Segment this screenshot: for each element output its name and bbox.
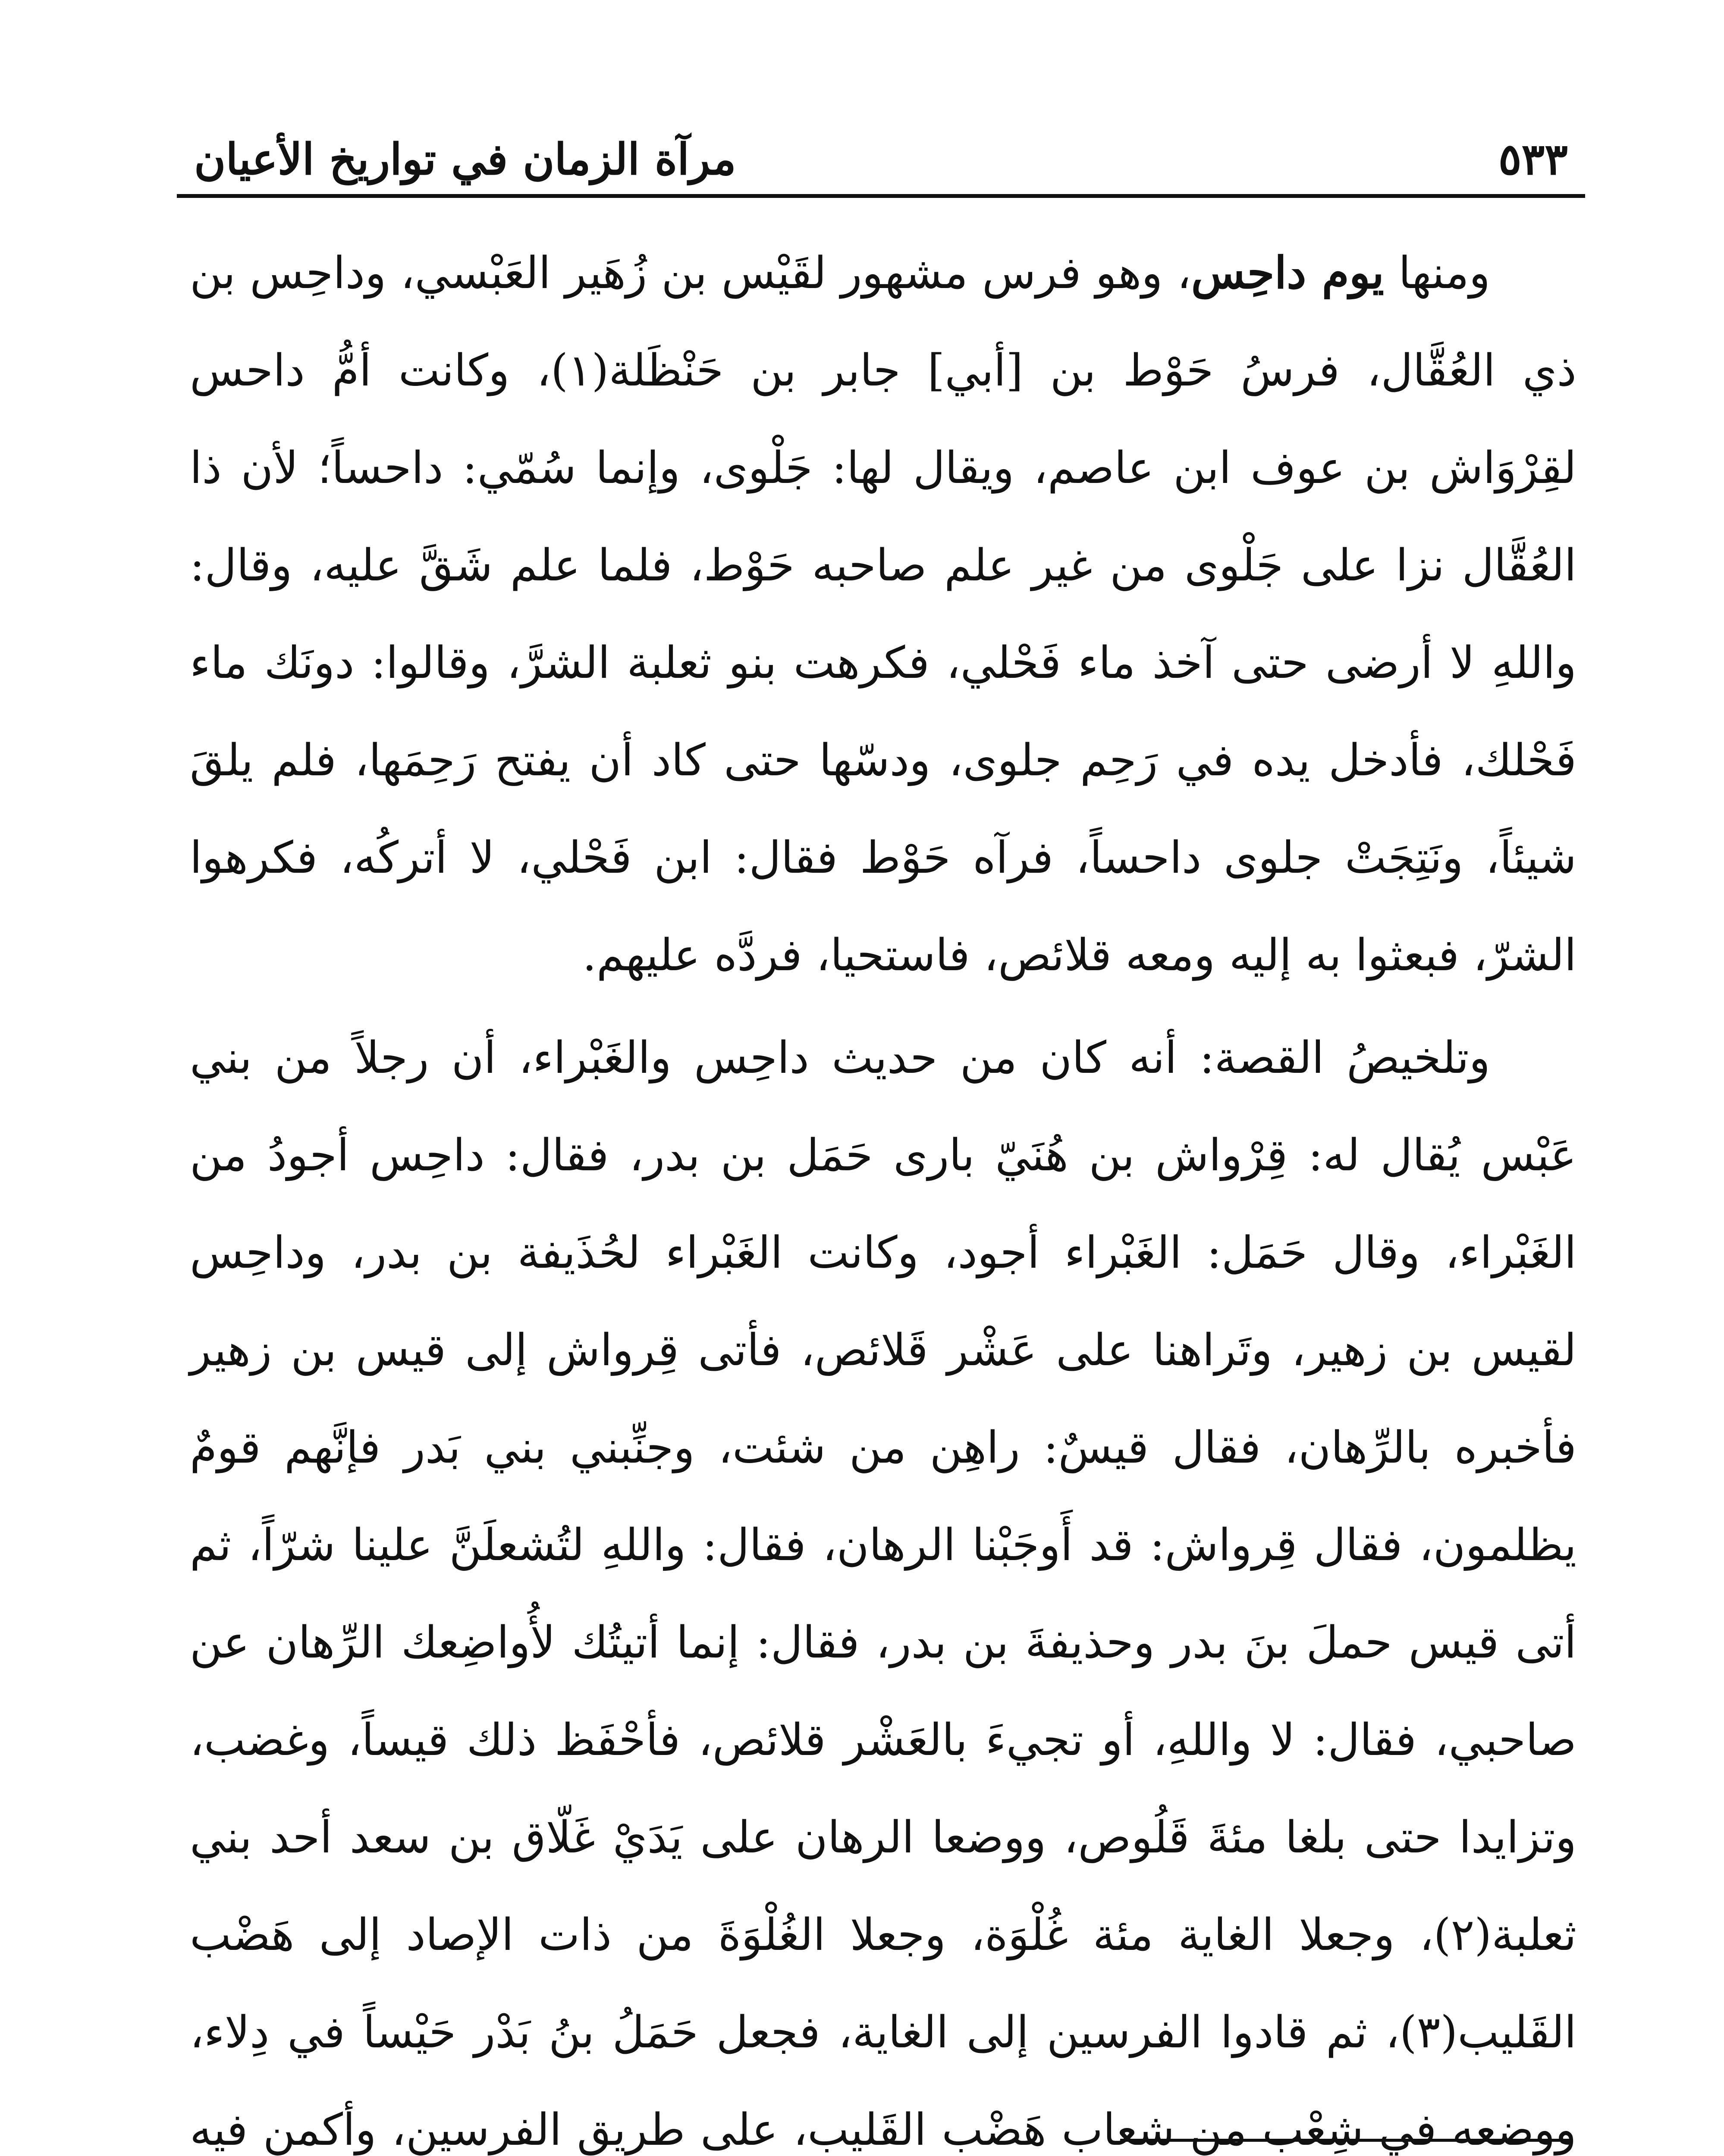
paragraph-1-intro: ومنها — [1384, 248, 1490, 299]
main-text — [190, 224, 1576, 2156]
page-header — [177, 129, 1585, 198]
footnote-divider — [1120, 2139, 1573, 2142]
paragraph-2: وتلخيصُ القصة: أنه كان من حديث داحِس والغَبْراء، أن رجلاً من بني عَبْس يُقال له: قِرْواش بن هُنَيّ بارى حَمَل بن بدر، فقال: داحِس أجودُ من الغَبْراء، وقال حَمَل: الغَبْراء أجود، وكانت الغَبْراء لحُذَيفة بن بدر، وداحِس لقيس بن زهير، وتَراهنا على عَشْر قَلائص، فأتى قِرواش إلى قيس بن زهير فأخبره بالرِّهان، فقال قيسٌ: راهِن من شئت، وجنِّبني بني بَدر فإنَّهم قومٌ يظلمون، فقال قِرواش: قد أَوجَبْنا الرهان، فقال: واللهِ لتُشعلَنَّ علينا شرّاً، ثم أتى قيس حملَ بنَ بدر وحذيفةَ بن بدر، فقال: إنما أتيتُك لأُواضِعك الرِّهان عن صاحبي، فقال: لا واللهِ، أو تجيءَ بالعَشْر قلائص، فأحْفَظ ذلك قيساً، وغضب، وتزايدا حتى بلغا مئةَ قَلُوص، ووضعا الرهان على يَدَيْ غَلّاق بن سعد أحد بني ثعلبة(٢)، وجعلا الغاية مئة غُلْوَة، وجعلا الغُلْوَةَ من ذات الإصاد إلى هَضْب القَليب(٣)، ثم قادوا الفرسين إلى الغاية، فجعل حَمَلُ بنُ بَدْر حَيْساً في دِلاء، ووضعه في شِعْب من شعاب هَضْب القَليب، على طريق الفرسين، وأكمن فيه — [190, 1032, 1576, 2156]
day-of-dahis-term: يوم داحِس — [1191, 247, 1385, 299]
page-number: ٥٣٣ — [1498, 134, 1568, 185]
paragraph-1 — [190, 224, 1576, 1004]
paragraph-1-text: ، وهو فرس مشهور لقَيْس بن زُهَير العَبْسي، وداحِس بن ذي العُقَّال، فرسُ حَوْط بن [أبي] جابر بن حَنْظَلة(١)، وكانت أمُّ داحس لقِرْوَاش بن عوف ابن عاصم، ويقال لها: جَلْوى، وإنما سُمّي: داحساً؛ لأن ذا العُقَّال نزا على جَلْوى من غير علم صاحبه حَوْط، فلما علم شَقَّ عليه، وقال: واللهِ لا أرضى حتى آخذ ماء فَحْلي، فكرهت بنو ثعلبة الشرَّ، وقالوا: دونَك ماء فَحْلك، فأدخل يده في رَحِم جلوى، ودسّها حتى كاد أن يفتح رَحِمَها، فلم يلقَ شيئاً، ونَتِجَتْ جلوى داحساً، فرآه حَوْط فقال: ابن فَحْلي، لا أتركُه، فكرهوا الشرّ، فبعثوا به إليه ومعه قلائص، فاستحيا، فردَّه عليهم. — [190, 248, 1576, 981]
running-title: مرآة الزمان في تواريخ الأعيان — [194, 134, 736, 185]
